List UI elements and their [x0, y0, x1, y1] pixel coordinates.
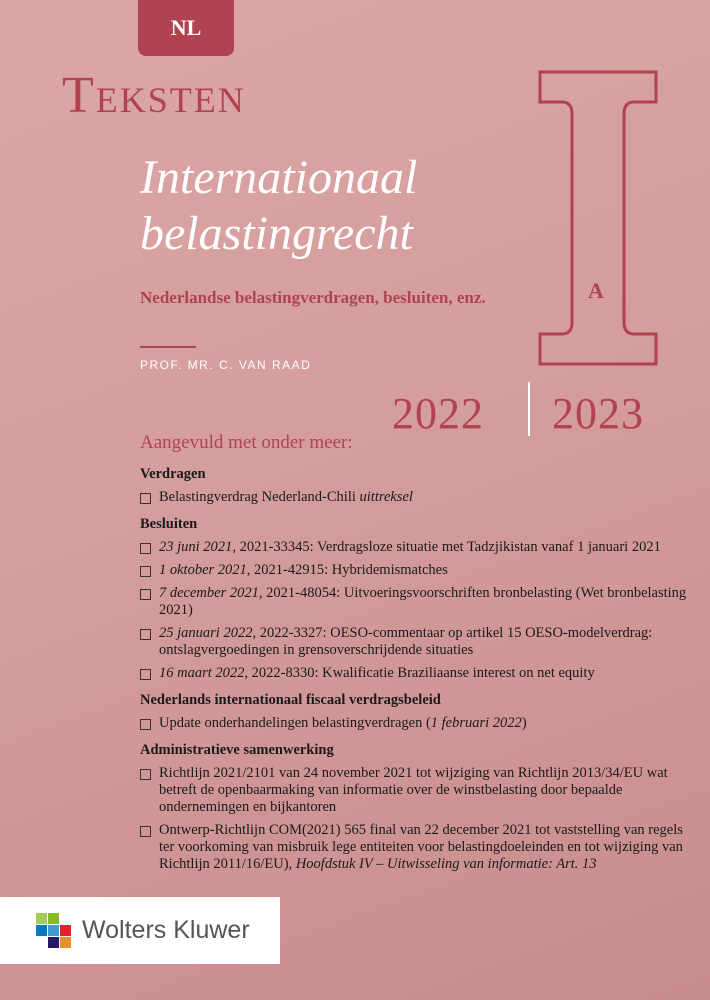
checkbox-square-icon — [140, 769, 151, 780]
text-fragment: Update onderhandelingen belastingverdragen ( — [159, 715, 431, 731]
list-item — [140, 765, 700, 816]
section-title: Administratieve samenwerking — [140, 742, 334, 758]
list-item-text — [159, 665, 700, 682]
text-fragment: , 2022-8330: Kwalificatie Braziliaanse interest on net equity — [244, 665, 595, 681]
checkbox-square-icon — [140, 493, 151, 504]
list-item-text — [159, 715, 700, 732]
list-item — [140, 585, 700, 619]
author-name: PROF. MR. C. VAN RAAD — [140, 358, 312, 372]
list-item-text — [159, 489, 700, 506]
italic-fragment: 23 juni 2021 — [159, 539, 233, 555]
supplemented-heading: Aangevuld met onder meer: — [140, 432, 353, 453]
publisher-logo — [0, 897, 280, 964]
italic-fragment: uittreksel — [359, 489, 413, 505]
italic-fragment: 1 oktober 2021 — [159, 562, 247, 578]
list-item — [140, 715, 700, 732]
checkbox-square-icon — [140, 589, 151, 600]
volume-part-letter: A — [588, 278, 604, 303]
list-item-text — [159, 765, 700, 816]
text-fragment: , 2022-3327: OESO-commentaar op artikel 15 OESO-modelverdrag: ontslagvergoedingen in grensoverschrijdende situaties — [159, 625, 653, 658]
checkbox-square-icon — [140, 669, 151, 680]
section-title: Nederlands internationaal fiscaal verdragsbeleid — [140, 692, 441, 708]
wolters-kluwer-logo-icon — [36, 913, 72, 949]
list-item-text — [159, 539, 700, 556]
italic-fragment: 1 februari 2022 — [430, 715, 522, 731]
year-start: 2022 — [392, 389, 484, 438]
text-fragment: Richtlijn 2021/2101 van 24 november 2021 tot wijziging van Richtlijn 2013/34/EU wat betreft de openbaarmaking van informatie over de winstbelasting door bepaalde ondernemingen en bijkantoren — [159, 765, 668, 815]
italic-fragment: 25 januari 2022 — [159, 625, 253, 641]
checkbox-square-icon — [140, 566, 151, 577]
checkbox-square-icon — [140, 543, 151, 554]
checkbox-square-icon — [140, 719, 151, 730]
volume-i-outline-icon — [536, 68, 660, 368]
accent-divider — [140, 346, 196, 348]
text-fragment: Ontwerp-Richtlijn COM(2021) 565 final van 22 december 2021 tot vaststelling van regels ter voorkoming van misbruik lege entiteiten voor belastingdoeleinden en tot wijziging van Richtlijn 2011/16/EU), — [159, 822, 683, 872]
list-item — [140, 489, 700, 506]
year-end: 2023 — [552, 389, 644, 438]
publisher-name: Wolters Kluwer — [82, 916, 250, 944]
section-title: Besluiten — [140, 516, 198, 532]
book-subtitle: Nederlandse belastingverdragen, besluiten, enz. — [140, 288, 486, 307]
checkbox-square-icon — [140, 629, 151, 640]
list-item — [140, 625, 700, 659]
list-item — [140, 539, 700, 556]
list-item — [140, 822, 700, 873]
contents-list — [140, 466, 700, 883]
italic-fragment: Hoofdstuk IV – Uitwisseling van informatie: Art. 13 — [295, 856, 597, 872]
section-title: Verdragen — [140, 466, 206, 482]
list-item — [140, 562, 700, 579]
list-item-text — [159, 585, 700, 619]
text-fragment: Belastingverdrag Nederland-Chili — [159, 489, 360, 505]
language-tag: NL — [138, 0, 234, 56]
checkbox-square-icon — [140, 826, 151, 837]
book-title: Internationaal belastingrecht — [140, 151, 418, 260]
list-item — [140, 665, 700, 682]
list-item-text — [159, 625, 700, 659]
text-fragment: , 2021-33345: Verdragsloze situatie met Tadzjikistan vanaf 1 januari 2021 — [232, 539, 661, 555]
series-title: Teksten — [62, 67, 246, 124]
year-divider — [528, 382, 530, 436]
text-fragment: ) — [521, 715, 527, 731]
text-fragment: , 2021-42915: Hybridemismatches — [246, 562, 448, 578]
italic-fragment: 7 december 2021 — [159, 585, 259, 601]
list-item-text — [159, 822, 700, 873]
italic-fragment: 16 maart 2022 — [159, 665, 245, 681]
text-fragment: , 2021-48054: Uitvoeringsvoorschriften bronbelasting (Wet bronbelasting 2021) — [159, 585, 687, 618]
list-item-text — [159, 562, 700, 579]
